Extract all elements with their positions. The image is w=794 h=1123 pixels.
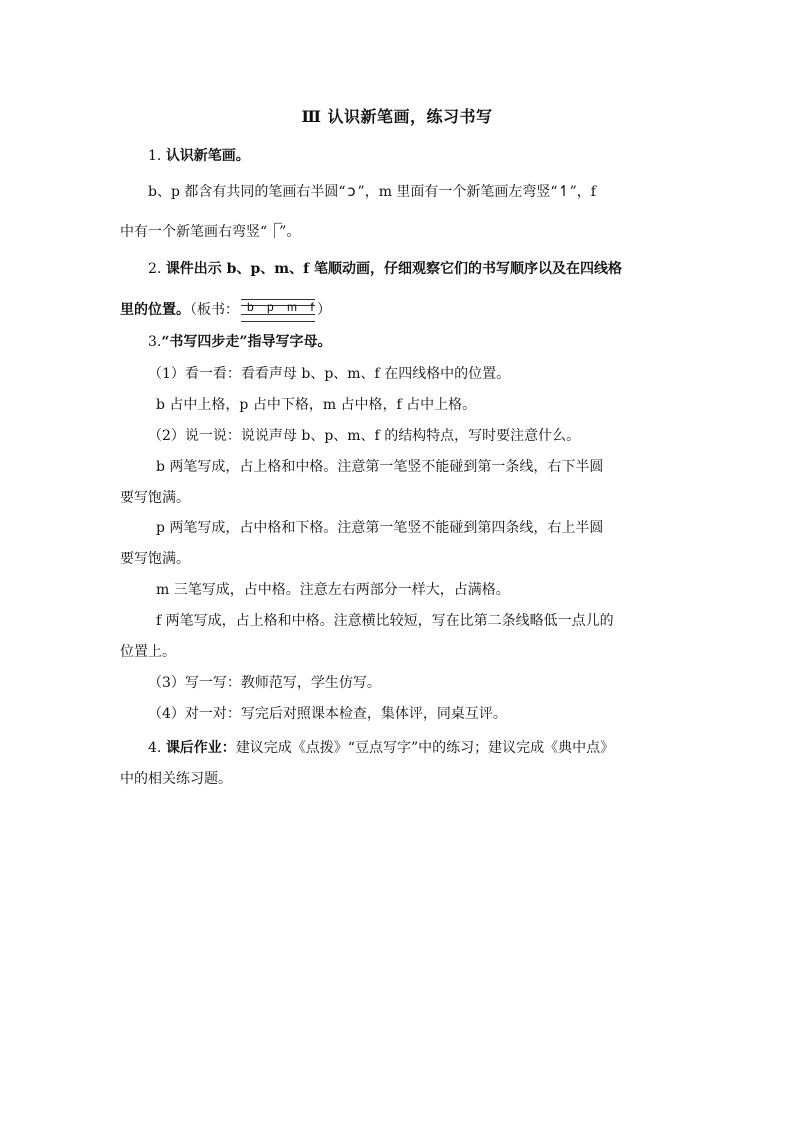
letter-f-note-line-2: 位置上。: [120, 644, 176, 660]
letter-b-note-line-2: 要写饱满。: [120, 490, 190, 506]
step-write-line: （3）写一写：教师范写，学生仿写。: [148, 675, 381, 691]
item-2-line-1: [148, 259, 622, 279]
right-bend-vertical-stroke-icon: ⎾: [267, 222, 283, 240]
step-look-detail: b 占中上格，p 占中下格，m 占中格，f 占中上格。: [156, 397, 477, 413]
board-letters: b p m f: [247, 300, 319, 314]
item-1-title: 认识新笔画。: [165, 148, 250, 164]
item-1-paragraph-line-2: [120, 221, 300, 242]
item-2-line-2: [120, 297, 331, 323]
item-4-line-2: 中的相关练习题。: [120, 771, 232, 787]
item-4-title: 课后作业：: [165, 740, 236, 756]
letter-p-note-line-1: p 两笔写成，占中格和下格。注意第一笔竖不能碰到第四条线，右上半圆: [156, 520, 604, 536]
item-1-number: 1.: [148, 148, 162, 164]
text-run: ”。: [279, 224, 301, 240]
step-check-line: （4）对一对：写完后对照课本检查，集体评，同桌互评。: [148, 706, 507, 722]
letter-f-note-line-1: f 两笔写成，占上格和中格。注意横比较短，写在比第二条线略低一点儿的: [156, 613, 614, 629]
item-4-line-1: [148, 738, 614, 758]
board-close: ）: [317, 302, 331, 318]
step-say-line: （2）说一说：说说声母 b、p、m、f 的结构特点，写时要注意什么。: [148, 428, 581, 444]
grid-line-4: [241, 321, 315, 322]
letter-p-note-line-2: 要写饱满。: [120, 551, 190, 567]
letter-m-note: m 三笔写成，占中格。注意左右两部分一样大，占满格。: [156, 582, 510, 598]
item-1-heading: [148, 146, 250, 166]
text-run: 里的位置。: [120, 302, 190, 318]
item-4-text: 建议完成《点拨》“豆点写字”中的练习；建议完成《典中点》: [235, 740, 615, 756]
item-2-text: 课件出示 b、p、m、f 笔顺动画，仔细观察它们的书写顺序以及在四线格: [165, 261, 622, 277]
four-line-grid: [241, 297, 319, 323]
step-look-line: （1）看一看：看看声母 b、p、m、f 在四线格中的位置。: [148, 366, 511, 382]
section-title: Ⅲ 认识新笔画，练习书写: [301, 107, 493, 126]
text-run: b、p 都含有共同的笔画右半圆“: [148, 184, 346, 200]
right-half-circle-stroke-icon: ↄ: [347, 182, 356, 200]
item-3-heading: [148, 332, 331, 352]
item-2-number: 2.: [148, 261, 162, 277]
item-1-paragraph-line-1: [148, 181, 596, 202]
left-bend-vertical-stroke-icon: ↿: [557, 182, 571, 200]
board-open: （板书：: [190, 302, 239, 318]
grid-line-3: [241, 314, 315, 315]
letter-b-note-line-1: b 两笔写成，占上格和中格。注意第一笔竖不能碰到第一条线，右下半圆: [156, 459, 604, 475]
item-3-title: “书写四步走”指导写字母。: [161, 334, 332, 350]
text-run: ”，f: [569, 184, 596, 200]
item-4-number: 4.: [148, 740, 162, 756]
item-3-number: 3.: [148, 334, 162, 350]
text-run: 中有一个新笔画右弯竖“: [120, 224, 268, 240]
text-run: ”，m 里面有一个新笔画左弯竖“: [357, 184, 558, 200]
